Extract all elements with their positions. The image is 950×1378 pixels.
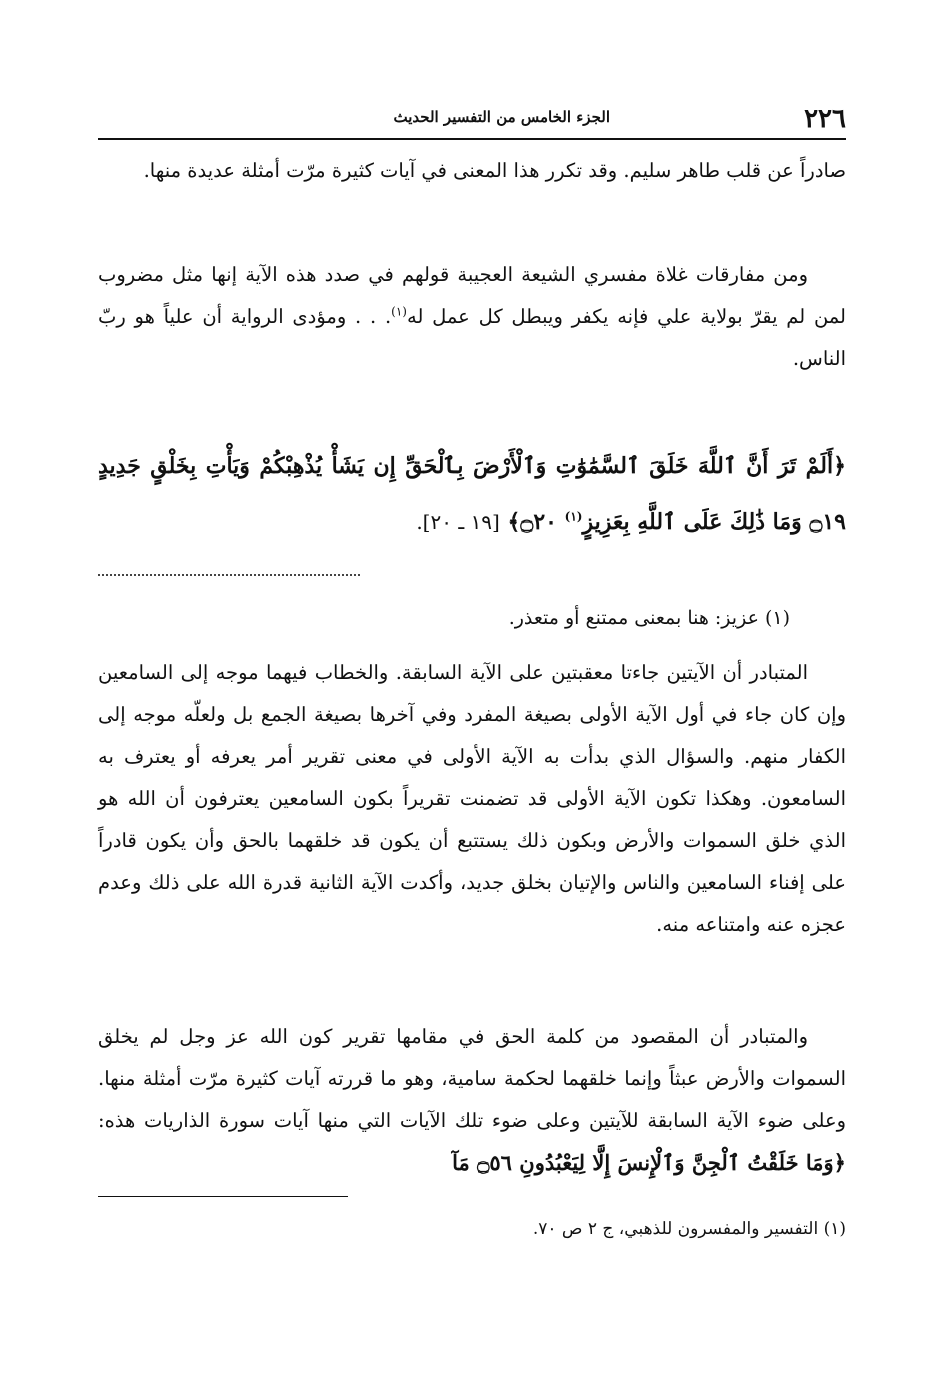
paragraph-text [98,1016,846,1185]
dotted-separator [98,574,360,576]
paragraph-4 [98,1016,846,1185]
verse-note-reference: (١) [564,509,583,524]
verse-text: ﴿أَلَمْ تَرَ أَنَّ ٱللَّهَ خَلَقَ ٱلسَّمَٰوَٰتِ وَٱلْأَرْضَ بِٱلْحَقِّ إِن يَشَأْ يُذْهِبْكُمْ وَيَأْتِ بِخَلْقٍ جَدِيدٍ ۝١٩ وَمَا ذَٰلِكَ عَلَى ٱللَّهِ بِعَزِيزٍ [98,453,846,535]
inline-verse: ﴿وَمَا خَلَقْتُ ٱلْجِنَّ وَٱلْإِنسَ إِلَّا لِيَعْبُدُونِ ۝٥٦ مَآ [452,1150,846,1175]
page-number: ٢٢٦ [804,104,846,134]
footnote: (١) التفسير والمفسرون للذهبي، ج ٢ ص ٧٠. [532,1219,846,1239]
verse-range: [١٩ ـ ٢٠]. [416,510,500,534]
paragraph-1 [98,150,846,192]
footnote-rule [98,1196,348,1197]
paragraph-2 [98,254,846,380]
paragraph-segment: . . . ومؤدى الرواية أن علياً هو ربّ الناس. [98,305,846,370]
quran-verse-block [98,438,846,550]
verse-close: ۝٢٠﴾ [507,509,557,535]
inline-note: (١) عزيز: هنا بمعنى ممتنع أو متعذر. [508,607,790,629]
header-rule [98,138,846,140]
paragraph-segment: ومن مفارقات غلاة مفسري الشيعة العجيبة قولهم في صدد هذه الآية إنها مثل مضروب لمن لم يقرّ بولاية علي فإنه يكفر ويبطل كل عمل له [98,263,846,328]
footnote-reference: (١) [391,304,407,319]
running-title: الجزء الخامس من التفسير الحديث [393,108,610,126]
paragraph-3 [98,652,846,946]
paragraph-text: صادراً عن قلب طاهر سليم. وقد تكرر هذا المعنى في آيات كثيرة مرّت أمثلة عديدة منها. [143,159,846,182]
paragraph-segment: والمتبادر أن المقصود من كلمة الحق في مقامها تقرير كون الله عز وجل لم يخلق السموات والأرض عبثاً وإنما خلقهما لحكمة سامية، وهو ما قررته آيات كثيرة مرّت أمثلة منها. وعلى ضوء الآية السابقة للآيتين وعلى ضوء تلك الآيات التي منها آيات سورة الذاريات هذه: [98,1025,846,1132]
paragraph-text: المتبادر أن الآيتين جاءتا معقبتين على الآية السابقة. والخطاب فيهما موجه إلى السامعين وإن كان جاء في أول الآية الأولى بصيغة المفرد وفي آخرها بصيغة الجمع بل ولعلّه موجه إلى الكفار منهم. والسؤال الذي بدأت به الآية الأولى في معنى تقرير أمر يعرفه أو يعترف به السامعون. وهكذا تكون الآية الأولى قد تضمنت تقريراً بكون السامعين يعترفون أن الله هو الذي خلق السموات والأرض وبكون ذلك يستتبع أن يكون قد خلقهما بالحق وأن يكون قادراً على إفناء السامعين والناس والإتيان بخلق جديد، وأكدت الآية الثانية قدرة الله على ذلك وعدم عجزه عنه وامتناعه منه. [98,661,846,936]
paragraph-text [98,254,846,380]
running-header [98,96,846,136]
book-page [98,0,846,1378]
